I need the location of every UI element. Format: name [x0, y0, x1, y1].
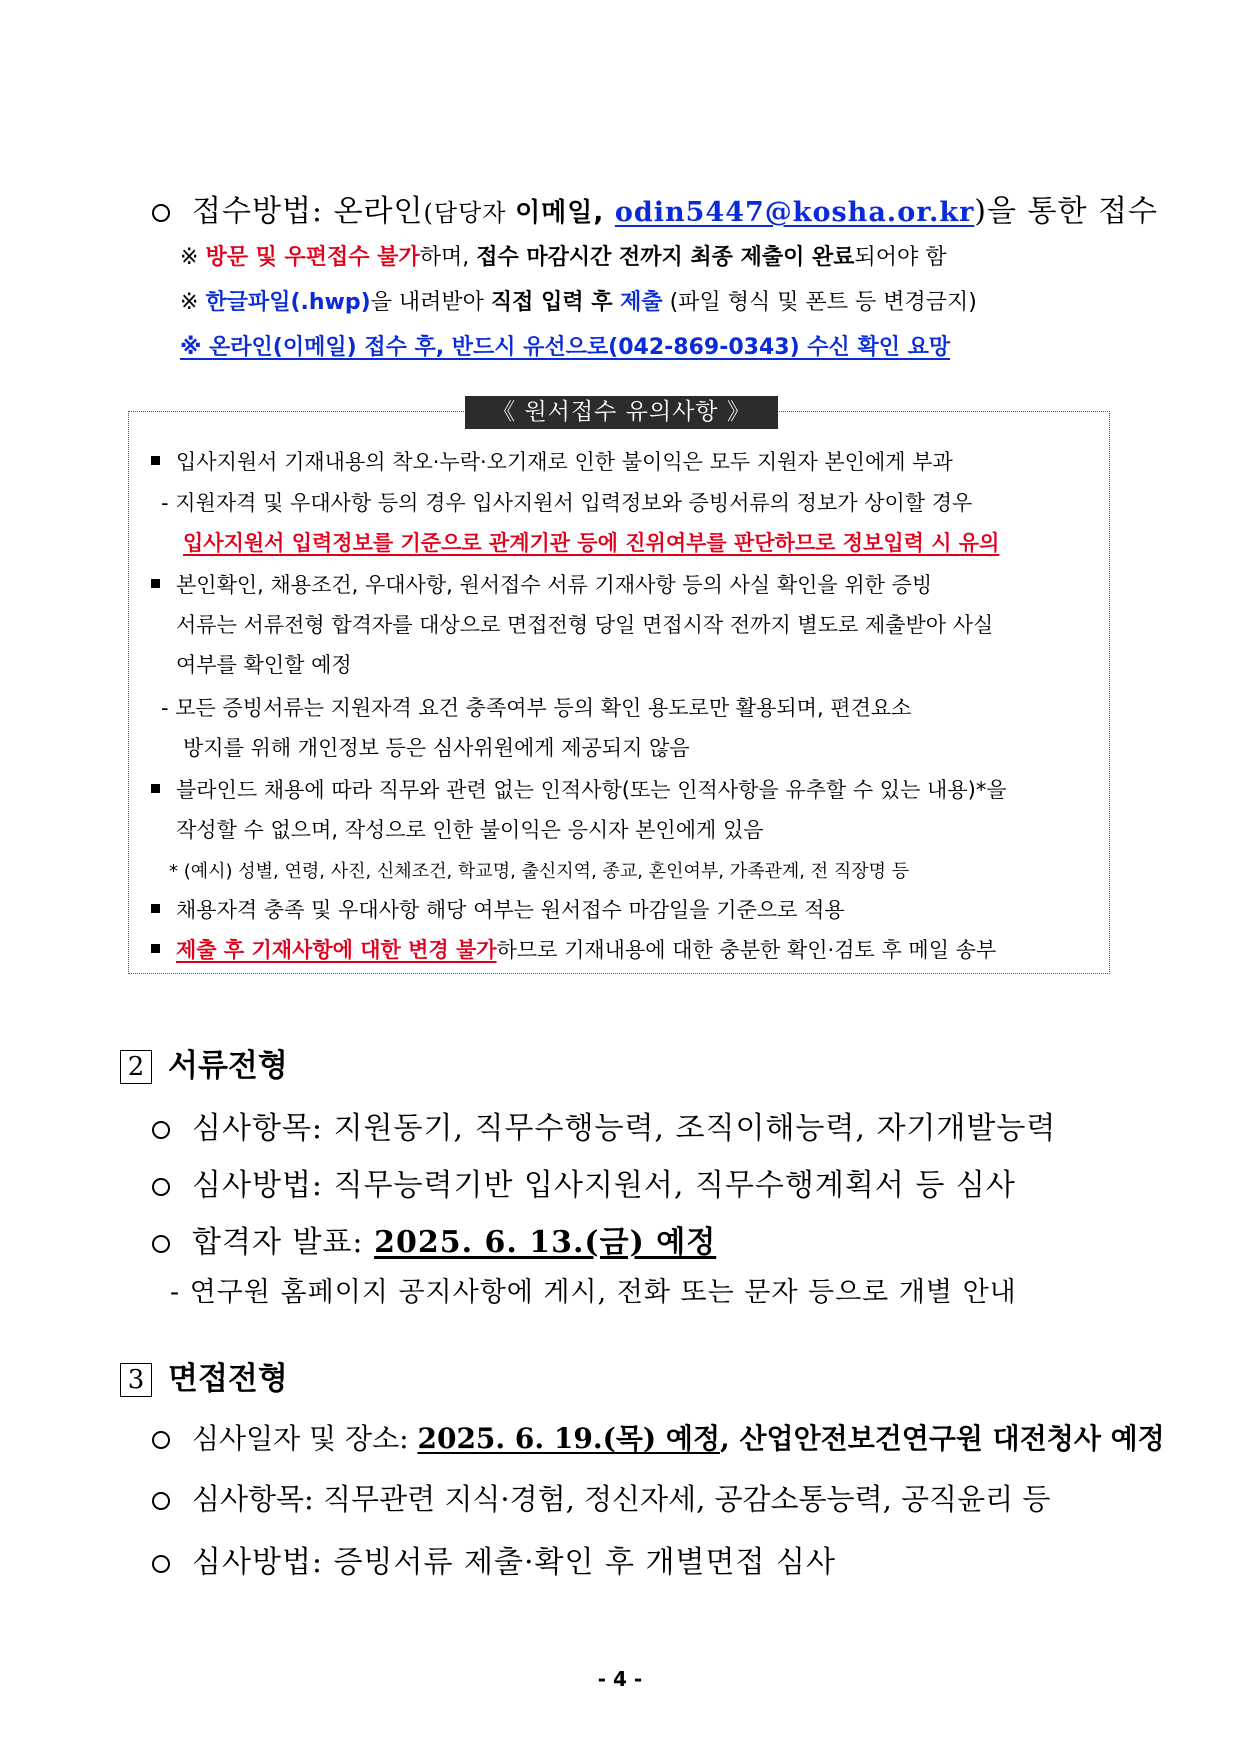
section-3-item-2: 심사항목: 직무관련 지식·경험, 정신자세, 공감소통능력, 공직윤리 등: [152, 1477, 1050, 1518]
square-bullet-icon: [151, 456, 160, 465]
notice-line-10: 작성할 수 없으며, 작성으로 인한 불이익은 응시자 본인에게 있음: [176, 818, 764, 842]
intake-note-3: ※ 온라인(이메일) 접수 후, 반드시 유선으로(042-869-0343) 수신 확인 요망: [180, 335, 951, 360]
notice-line-13: 제출 후 기재사항에 대한 변경 불가하므로 기재내용에 대한 충분한 확인·검토 후 메일 송부: [151, 934, 996, 964]
square-bullet-icon: [151, 579, 160, 588]
square-bullet-icon: [151, 784, 160, 793]
section-3-item-3: 심사방법: 증빙서류 제출·확인 후 개별면접 심사: [152, 1537, 836, 1581]
section-2-item-3-sub: - 연구원 홈페이지 공지사항에 게시, 전화 또는 문자 등으로 개별 안내: [170, 1277, 1017, 1308]
section-2-heading: 2 서류전형: [120, 1040, 288, 1085]
section-3-item-1: 심사일자 및 장소: 2025. 6. 19.(목) 예정, 산업안전보건연구원 대전청사 예정: [152, 1417, 1165, 1457]
square-bullet-icon: [151, 904, 160, 913]
notice-line-3: 입사지원서 입력정보를 기준으로 관계기관 등에 진위여부를 판단하므로 정보입력 시 유의: [183, 531, 1000, 555]
section-number-box: 3: [120, 1363, 152, 1397]
announcement-date: 2025. 6. 13.(금) 예정: [374, 1225, 717, 1260]
contact-email-link[interactable]: odin5447@kosha.or.kr: [614, 197, 975, 228]
circle-bullet-icon: [152, 1121, 170, 1139]
circle-bullet-icon: [152, 1235, 170, 1253]
intake-note-1: ※ 방문 및 우편접수 불가하며, 접수 마감시간 전까지 최종 제출이 완료되어야 함: [180, 245, 947, 270]
notice-line-5: 서류는 서류전형 합격자를 대상으로 면접전형 당일 면접시작 전까지 별도로 제출받아 사실: [176, 613, 994, 637]
section-number-box: 2: [120, 1050, 152, 1084]
circle-bullet-icon: [152, 204, 170, 222]
page-number: - 4 -: [597, 1667, 643, 1691]
section-2-item-2: 심사방법: 직무능력기반 입사지원서, 직무수행계획서 등 심사: [152, 1160, 1016, 1204]
notice-line-2: - 지원자격 및 우대사항 등의 경우 입사지원서 입력정보와 증빙서류의 정보가 상이할 경우: [161, 491, 973, 515]
circle-bullet-icon: [152, 1492, 170, 1510]
interview-date: 2025. 6. 19.(목) 예정: [417, 1422, 720, 1455]
section-2-item-1: 심사항목: 지원동기, 직무수행능력, 조직이해능력, 자기개발능력: [152, 1103, 1056, 1147]
notice-line-6: 여부를 확인할 예정: [176, 653, 352, 677]
notice-line-9: 블라인드 채용에 따라 직무와 관련 없는 인적사항(또는 인적사항을 유추할 수 있는 내용)*을: [151, 774, 1007, 804]
notice-line-8: 방지를 위해 개인정보 등은 심사위원에게 제공되지 않음: [183, 736, 690, 760]
notice-line-12: 채용자격 충족 및 우대사항 해당 여부는 원서접수 마감일을 기준으로 적용: [151, 894, 845, 924]
circle-bullet-icon: [152, 1178, 170, 1196]
notice-line-1: 입사지원서 기재내용의 착오·누락·오기재로 인한 불이익은 모두 지원자 본인에게 부과: [151, 446, 953, 476]
section-3-heading: 3 면접전형: [120, 1353, 288, 1398]
intake-note-2: ※ 한글파일(.hwp)을 내려받아 직접 입력 후 제출 (파일 형식 및 폰트 등 변경금지): [180, 290, 977, 315]
circle-bullet-icon: [152, 1555, 170, 1573]
notice-box: [128, 411, 1110, 974]
square-bullet-icon: [151, 944, 160, 953]
intake-method-line: 접수방법: 온라인(담당자 이메일, odin5447@kosha.or.kr)을 통한 접수: [152, 186, 1158, 230]
notice-line-7: - 모든 증빙서류는 지원자격 요건 충족여부 등의 확인 용도로만 활용되며, 편견요소: [161, 696, 912, 720]
section-2-item-3: 합격자 발표: 2025. 6. 13.(금) 예정: [152, 1217, 716, 1261]
notice-box-title: 《 원서접수 유의사항 》: [465, 396, 778, 429]
notice-line-11: * (예시) 성별, 연령, 사진, 신체조건, 학교명, 출신지역, 종교, 혼인여부, 가족관계, 전 직장명 등: [169, 861, 910, 882]
notice-line-4: 본인확인, 채용조건, 우대사항, 원서접수 서류 기재사항 등의 사실 확인을 위한 증빙: [151, 569, 932, 599]
circle-bullet-icon: [152, 1431, 170, 1449]
